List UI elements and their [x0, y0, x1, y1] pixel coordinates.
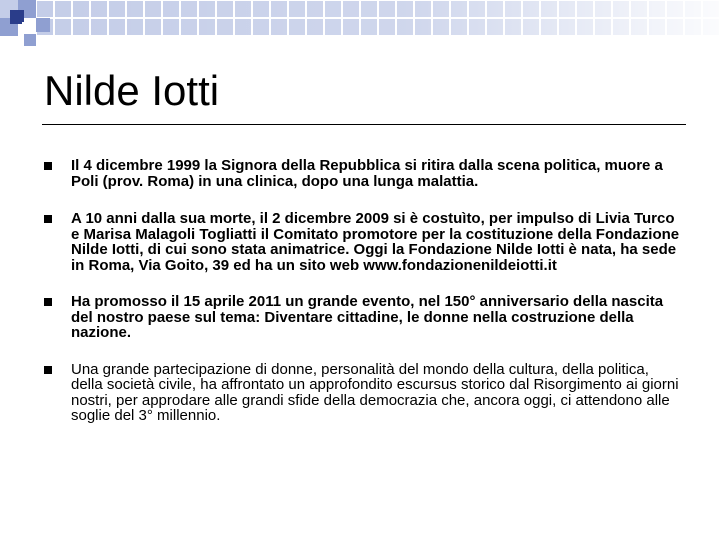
bullet-square-icon — [44, 298, 52, 306]
bullet-square-icon — [44, 366, 52, 374]
bullet-text: Una grande partecipazione di donne, personalità del mondo della cultura, della politica, della società civile, ha affrontato un approfondito escursus storico dal Risorgimento ai giorni nostri, per approdare alle grandi sfide della democrazia che, ancora oggi, ci attendono alle soglie del 3° millennio. — [71, 360, 679, 424]
bullet-square-icon — [44, 162, 52, 170]
bullet-text: Ha promosso il 15 aprile 2011 un grande evento, nel 150° anniversario della nascita del nostro paese sul tema: Diventare cittadine, le donne nella costruzione della nazione. — [71, 293, 664, 341]
bullet-item — [44, 362, 684, 424]
title-divider — [42, 124, 686, 125]
bullet-item — [44, 294, 684, 341]
bullet-text: A 10 anni dalla sua morte, il 2 dicembre 2009 si è costuìto, per impulso di Livia Turco e Marisa Malagoli Togliatti il Comitato promotore per la costituzione della Fondazione Nilde Iotti, di cui sono stata animatrice. Oggi la Fondazione Nilde Iotti è nata, ha sede in Roma, Via Goito, 39 ed ha un sito web www.fondazionenildeiotti.it — [71, 210, 680, 274]
bullet-item — [44, 211, 684, 273]
bullet-list — [44, 158, 684, 424]
bullet-text: Il 4 dicembre 1999 la Signora della Repubblica si ritira dalla scena politica, muore a Poli (prov. Roma) in una clinica, dopo una lunga malattia. — [71, 157, 663, 190]
bullet-item — [44, 158, 684, 189]
bullet-square-icon — [44, 215, 52, 223]
header-decoration — [0, 0, 720, 50]
slide-title: Nilde Iotti — [44, 67, 220, 114]
